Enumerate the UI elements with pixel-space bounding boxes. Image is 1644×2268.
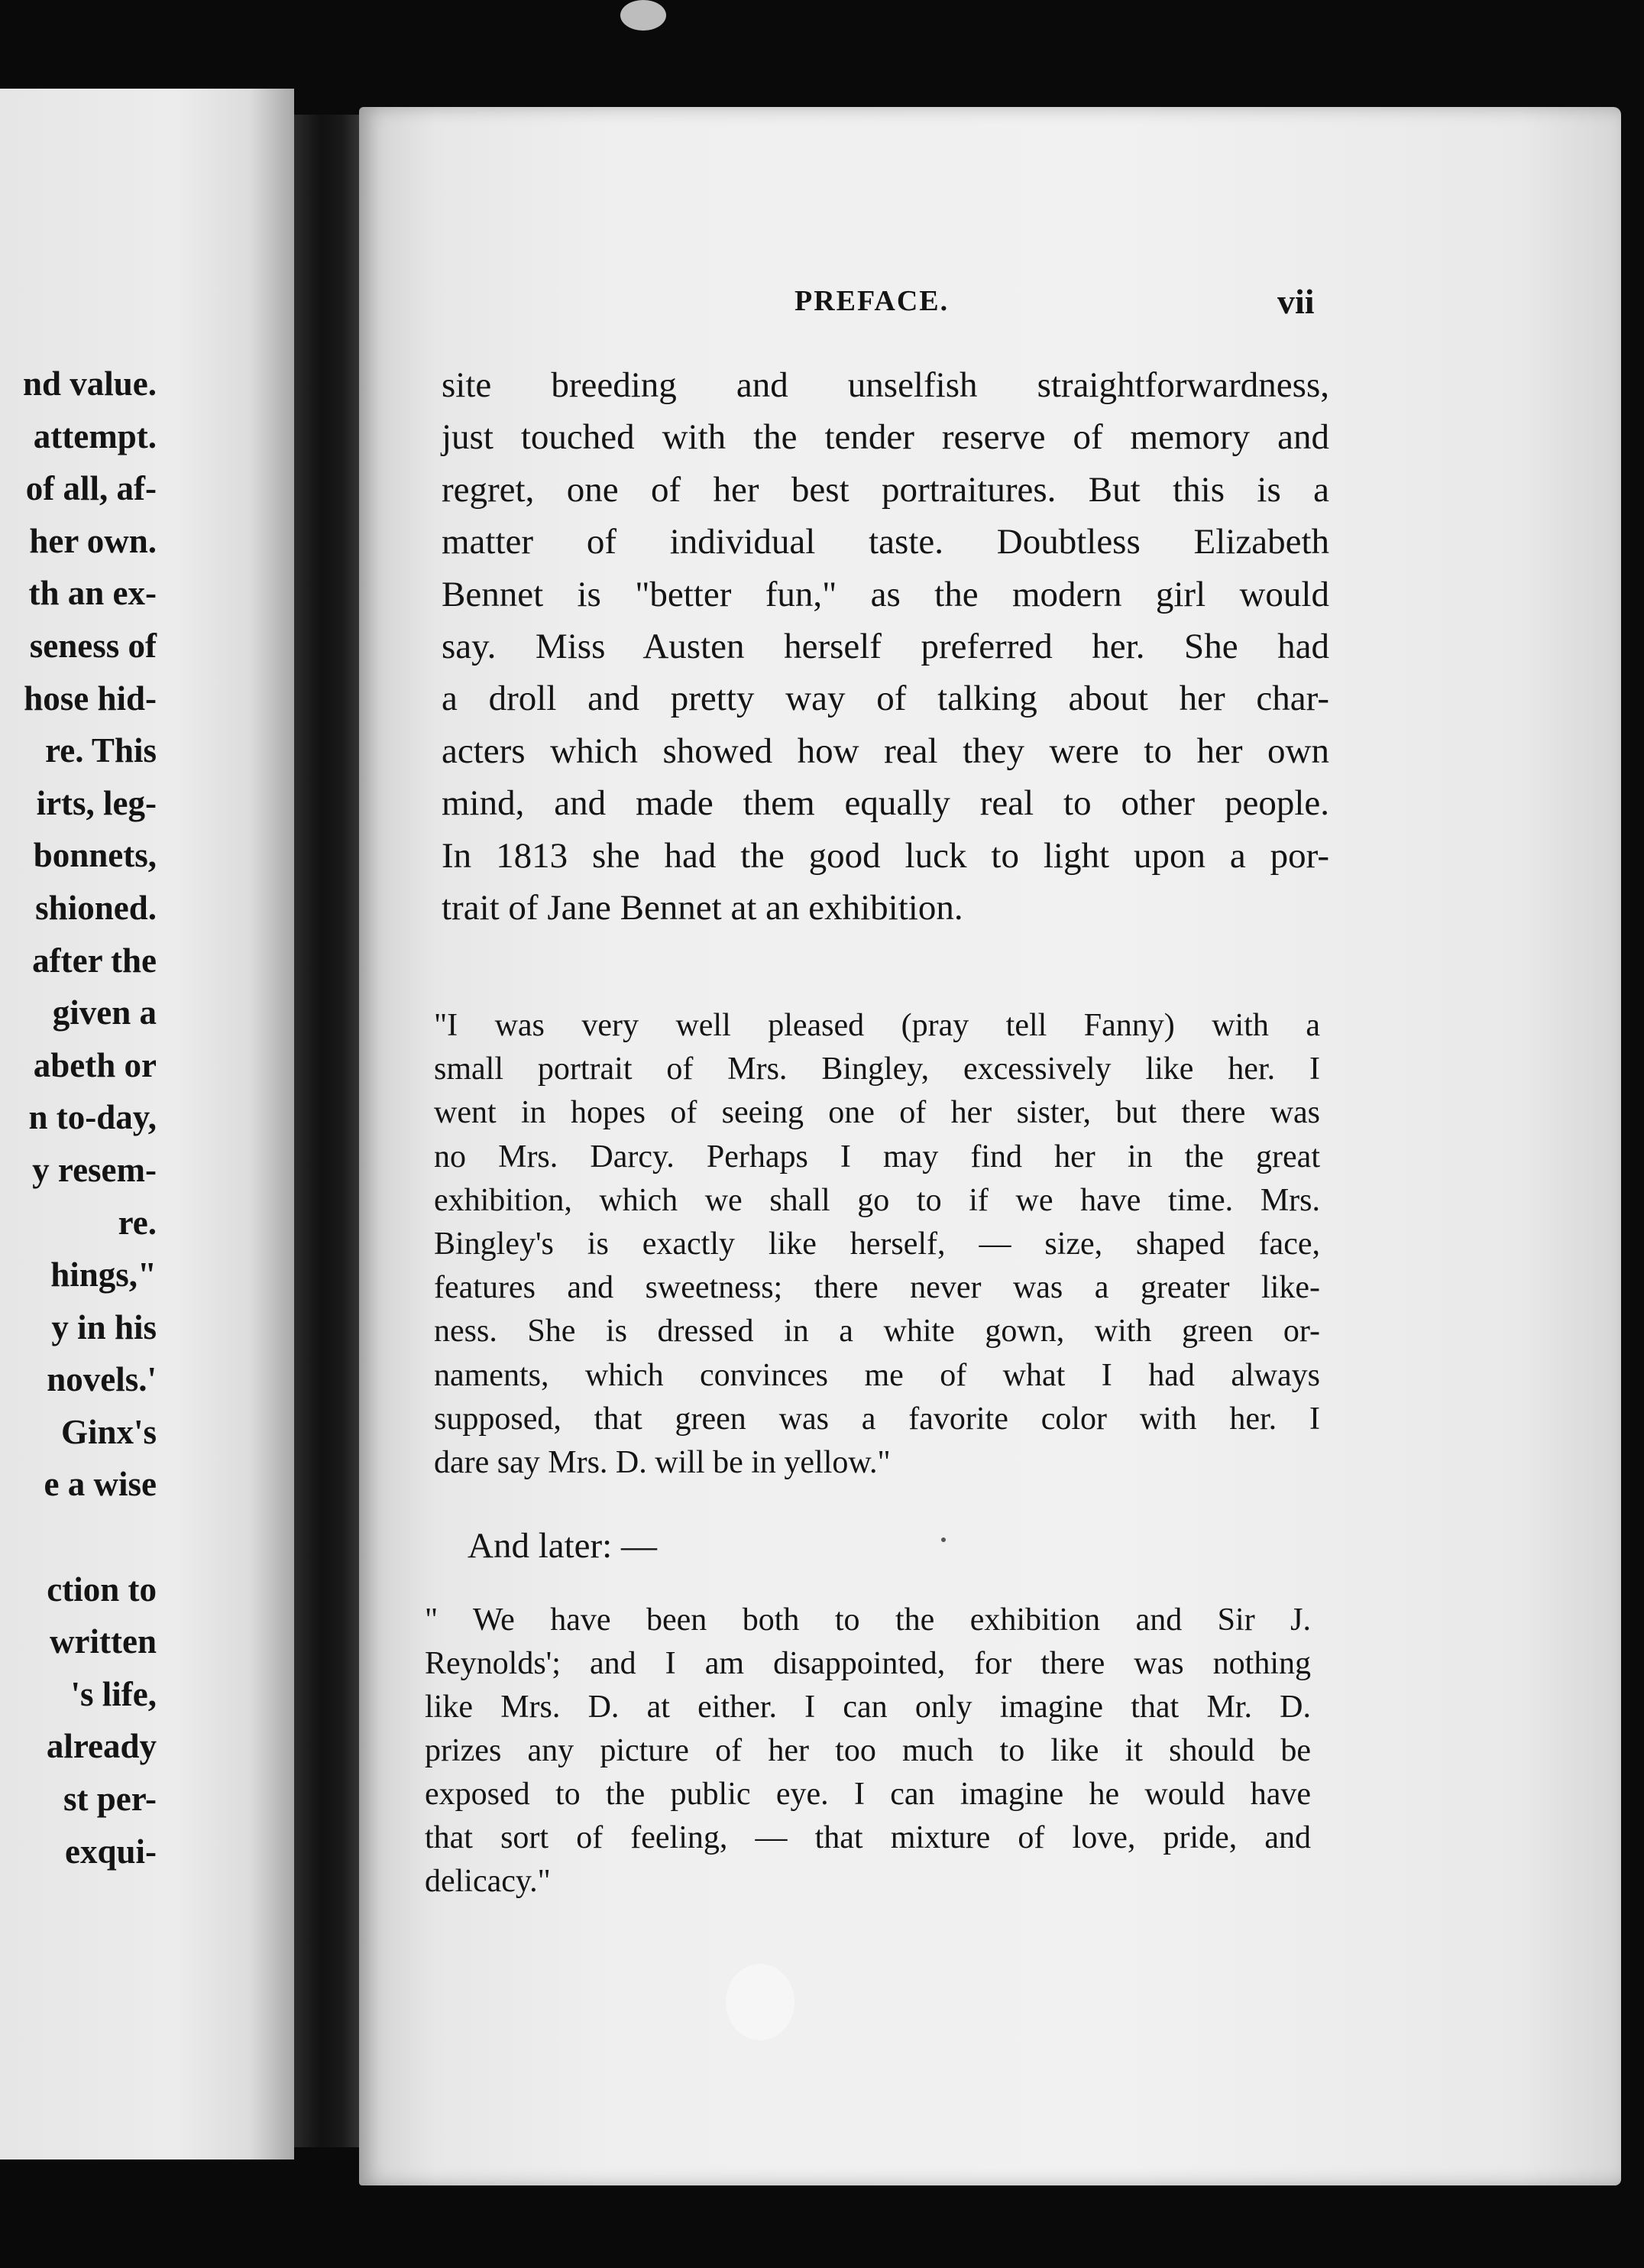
paragraph-line: mind, and made them equally real to other people. <box>442 783 1329 824</box>
paragraph-line: matter of individual taste. Doubtless Elizabeth <box>442 522 1329 562</box>
left-page-line: exqui- <box>64 1832 157 1871</box>
left-page-line: re. This <box>45 731 157 770</box>
running-head: PREFACE. <box>794 285 950 317</box>
left-page-line: y in his <box>51 1307 157 1346</box>
left-facing-page <box>0 89 294 2159</box>
left-page-line: already <box>46 1727 157 1766</box>
paragraph-line: In 1813 she had the good luck to light upon a por- <box>442 835 1329 876</box>
left-page-line: written <box>50 1622 157 1661</box>
quote-line: that sort of feeling, — that mixture of love, pride, and <box>425 1820 1311 1855</box>
left-page-line: st per- <box>63 1780 157 1819</box>
paragraph-line: just touched with the tender reserve of memory and <box>442 417 1329 458</box>
scan-speck <box>941 1537 946 1542</box>
block-quote-letter-later <box>425 1599 1311 1904</box>
left-page-line: 's life, <box>70 1674 157 1713</box>
quote-line: naments, which convinces me of what I had always <box>434 1357 1320 1393</box>
left-page-line: given a <box>52 993 157 1032</box>
left-page-line: th an ex- <box>28 574 157 613</box>
scan-speck <box>620 0 666 31</box>
quote-line: ness. She is dressed in a white gown, with green or- <box>434 1314 1320 1349</box>
quote-line: like Mrs. D. at either. I can only imagine that Mr. D. <box>425 1690 1311 1725</box>
left-page-line: attempt. <box>33 416 157 455</box>
body-paragraph <box>442 359 1329 934</box>
paragraph-line: trait of Jane Bennet at an exhibition. <box>442 888 963 928</box>
left-page-line: ction to <box>47 1570 157 1609</box>
paragraph-line: Bennet is "better fun," as the modern girl would <box>442 574 1329 614</box>
paragraph-line: acters which showed how real they were to her own <box>442 731 1329 771</box>
quote-line: Reynolds'; and I am disappointed, for there was nothing <box>425 1646 1311 1681</box>
left-page-line: e a wise <box>44 1465 157 1504</box>
left-page-line: her own. <box>29 521 157 560</box>
left-page-line: irts, leg- <box>36 783 157 822</box>
quote-line: dare say Mrs. D. will be in yellow." <box>434 1445 891 1481</box>
binding-gutter <box>294 115 363 2147</box>
paragraph-line: say. Miss Austen herself preferred her. She had <box>442 627 1329 667</box>
paragraph-line: site breeding and unselfish straightforwardness, <box>442 365 1329 405</box>
quote-line: "I was very well pleased (pray tell Fanny) with a <box>434 1008 1320 1043</box>
left-page-line: re. <box>118 1203 157 1242</box>
quote-line: prizes any picture of her too much to like it should be <box>425 1733 1311 1768</box>
left-page-line: hings," <box>50 1256 157 1294</box>
quote-line: no Mrs. Darcy. Perhaps I may find her in the great <box>434 1139 1320 1174</box>
quote-line: supposed, that green was a favorite color with her. I <box>434 1401 1320 1437</box>
quote-line: delicacy." <box>425 1864 551 1899</box>
left-page-line: shioned. <box>35 888 157 927</box>
left-page-text <box>23 358 157 1878</box>
quote-line: exposed to the public eye. I can imagine he would have <box>425 1777 1311 1812</box>
paragraph-line: regret, one of her best portraitures. But this is a <box>442 469 1329 510</box>
left-page-line: of all, af- <box>25 469 157 508</box>
quote-line: " We have been both to the exhibition and Sir J. <box>425 1602 1311 1638</box>
left-page-line: y resem- <box>32 1150 157 1189</box>
left-page-line: hose hid- <box>24 679 157 718</box>
and-later-line: And later: — <box>468 1526 657 1566</box>
scan-speck <box>726 1964 794 2040</box>
paragraph-line: a droll and pretty way of talking about her char- <box>442 679 1329 719</box>
left-page-line: novels.' <box>47 1360 157 1399</box>
quote-line: exhibition, which we shall go to if we have time. Mrs. <box>434 1182 1320 1218</box>
quote-line: small portrait of Mrs. Bingley, excessively like her. I <box>434 1051 1320 1087</box>
left-page-line: after the <box>32 941 157 980</box>
block-quote-letter <box>434 1004 1320 1485</box>
left-page-line: abeth or <box>33 1045 157 1084</box>
left-page-line: seness of <box>29 626 157 665</box>
left-page-line: nd value. <box>22 364 157 403</box>
quote-line: went in hopes of seeing one of her sister, but there was <box>434 1095 1320 1131</box>
page-number: vii <box>1277 282 1315 321</box>
quote-line: Bingley's is exactly like herself, — size, shaped face, <box>434 1226 1320 1262</box>
left-page-line: n to-day, <box>28 1098 157 1137</box>
left-page-line <box>23 1511 157 1563</box>
left-page-line: bonnets, <box>33 836 157 875</box>
left-page-line: Ginx's <box>60 1412 157 1451</box>
quote-line: features and sweetness; there never was a greater like- <box>434 1270 1320 1306</box>
